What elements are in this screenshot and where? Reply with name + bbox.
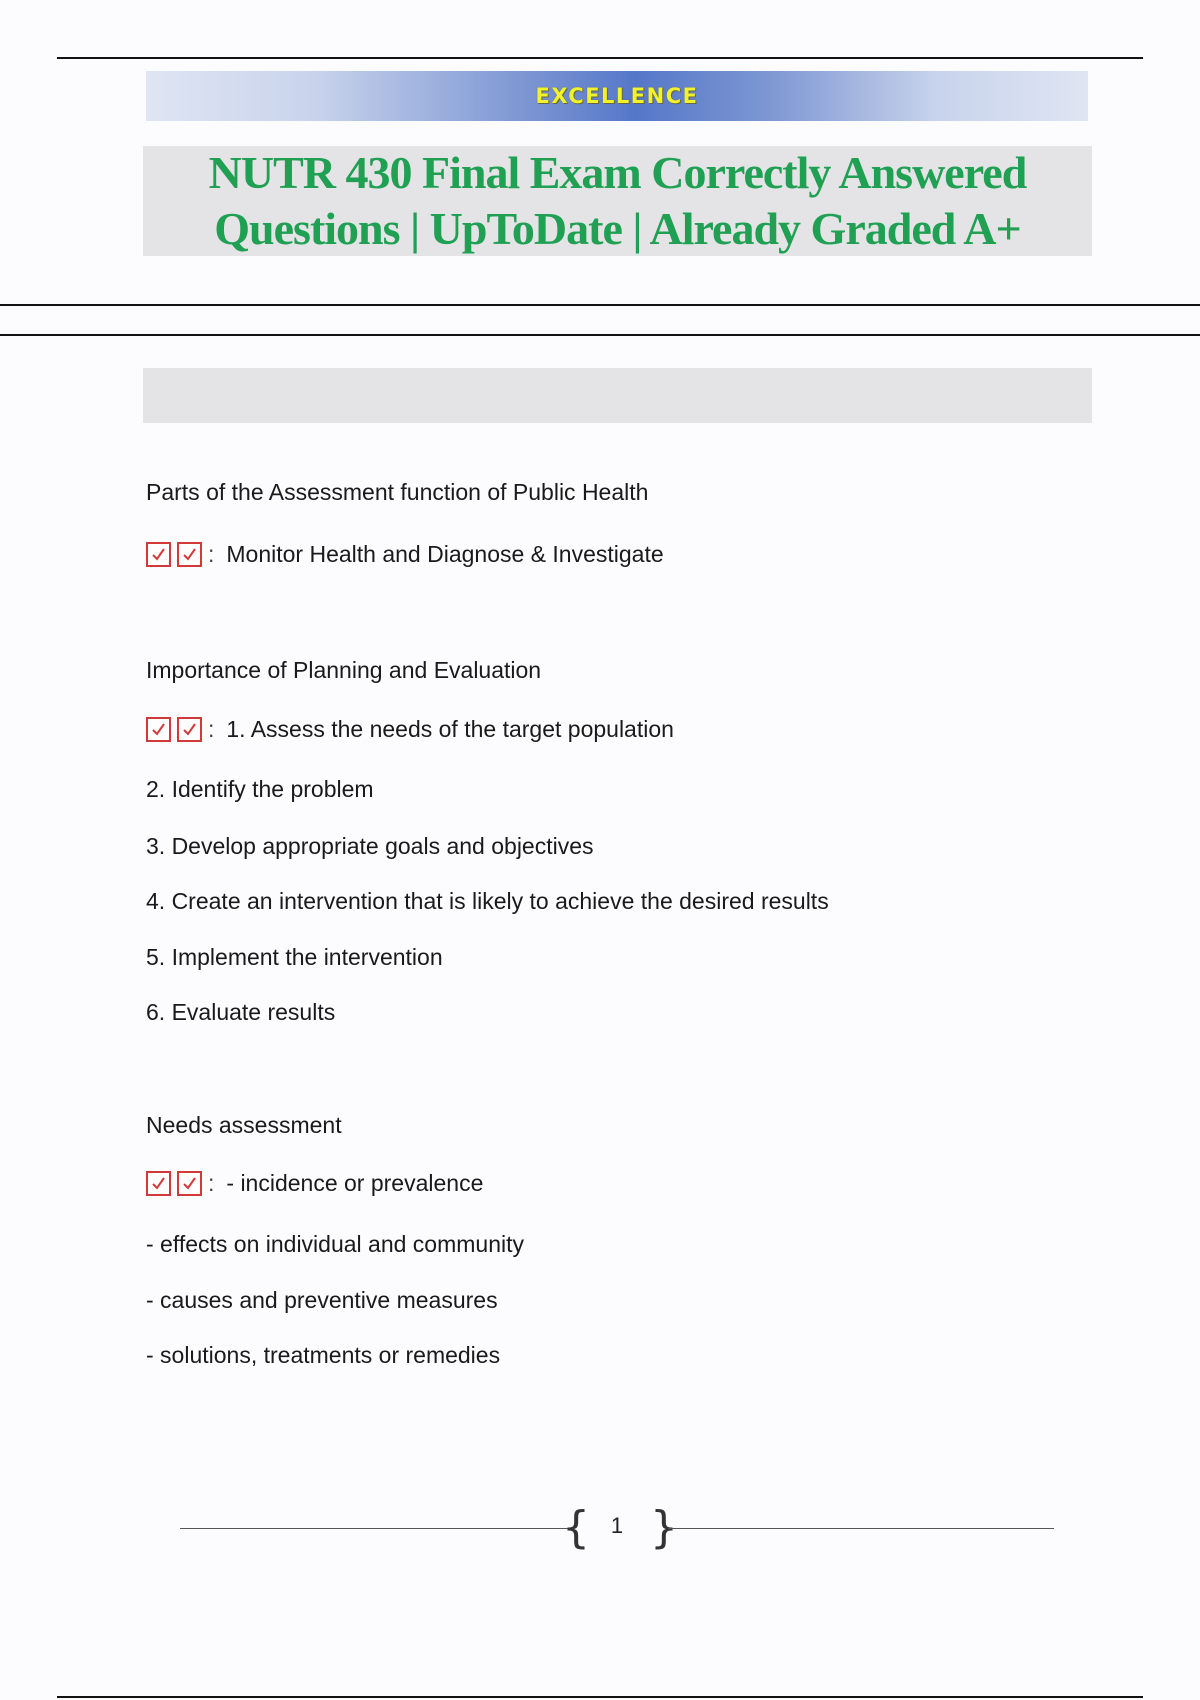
- top-divider: [57, 57, 1143, 59]
- check-box-icon: [146, 717, 171, 742]
- footer-line-right: [668, 1528, 1054, 1529]
- answer-text: 1. Assess the needs of the target population: [226, 716, 674, 742]
- check-box-icon: [146, 1171, 171, 1196]
- answer-row: [146, 715, 674, 743]
- footer-brace-left: {: [562, 1502, 590, 1553]
- question-text: Needs assessment: [146, 1112, 342, 1138]
- answer-row: [146, 1169, 483, 1197]
- answer-separator: :: [208, 716, 215, 742]
- check-box-icon: [177, 1171, 202, 1196]
- answer-line: 6. Evaluate results: [146, 999, 336, 1025]
- title-box: [143, 146, 1092, 256]
- banner-label: EXCELLENCE: [535, 84, 699, 108]
- document-title: NUTR 430 Final Exam Correctly Answered Questions | UpToDate | Already Graded A+: [208, 147, 1027, 254]
- bottom-divider: [57, 1696, 1143, 1698]
- question-text: Importance of Planning and Evaluation: [146, 657, 542, 683]
- answer-separator: :: [208, 1170, 215, 1196]
- page-number: 1: [610, 1513, 624, 1538]
- answer-line: 4. Create an intervention that is likely to achieve the desired results: [146, 888, 829, 914]
- question-text: Parts of the Assessment function of Public Health: [146, 479, 649, 505]
- excellence-banner: [146, 71, 1088, 121]
- answer-line: - causes and preventive measures: [146, 1287, 498, 1313]
- blank-gray-box: [143, 368, 1092, 423]
- answer-line: 2. Identify the problem: [146, 776, 374, 802]
- answer-text: - incidence or prevalence: [226, 1170, 484, 1196]
- answer-separator: :: [208, 541, 215, 567]
- footer-line-left: [180, 1528, 568, 1529]
- check-box-icon: [146, 542, 171, 567]
- answer-line: - effects on individual and community: [146, 1231, 524, 1257]
- check-box-icon: [177, 542, 202, 567]
- section-divider-lower: [0, 334, 1200, 336]
- check-box-icon: [177, 717, 202, 742]
- answer-row: [146, 540, 664, 568]
- section-divider-upper: [0, 304, 1200, 306]
- answer-line: 3. Develop appropriate goals and objectives: [146, 833, 594, 859]
- answer-text: Monitor Health and Diagnose & Investigate: [226, 541, 664, 567]
- footer-brace-right: }: [650, 1502, 678, 1553]
- answer-line: - solutions, treatments or remedies: [146, 1342, 501, 1368]
- answer-line: 5. Implement the intervention: [146, 944, 443, 970]
